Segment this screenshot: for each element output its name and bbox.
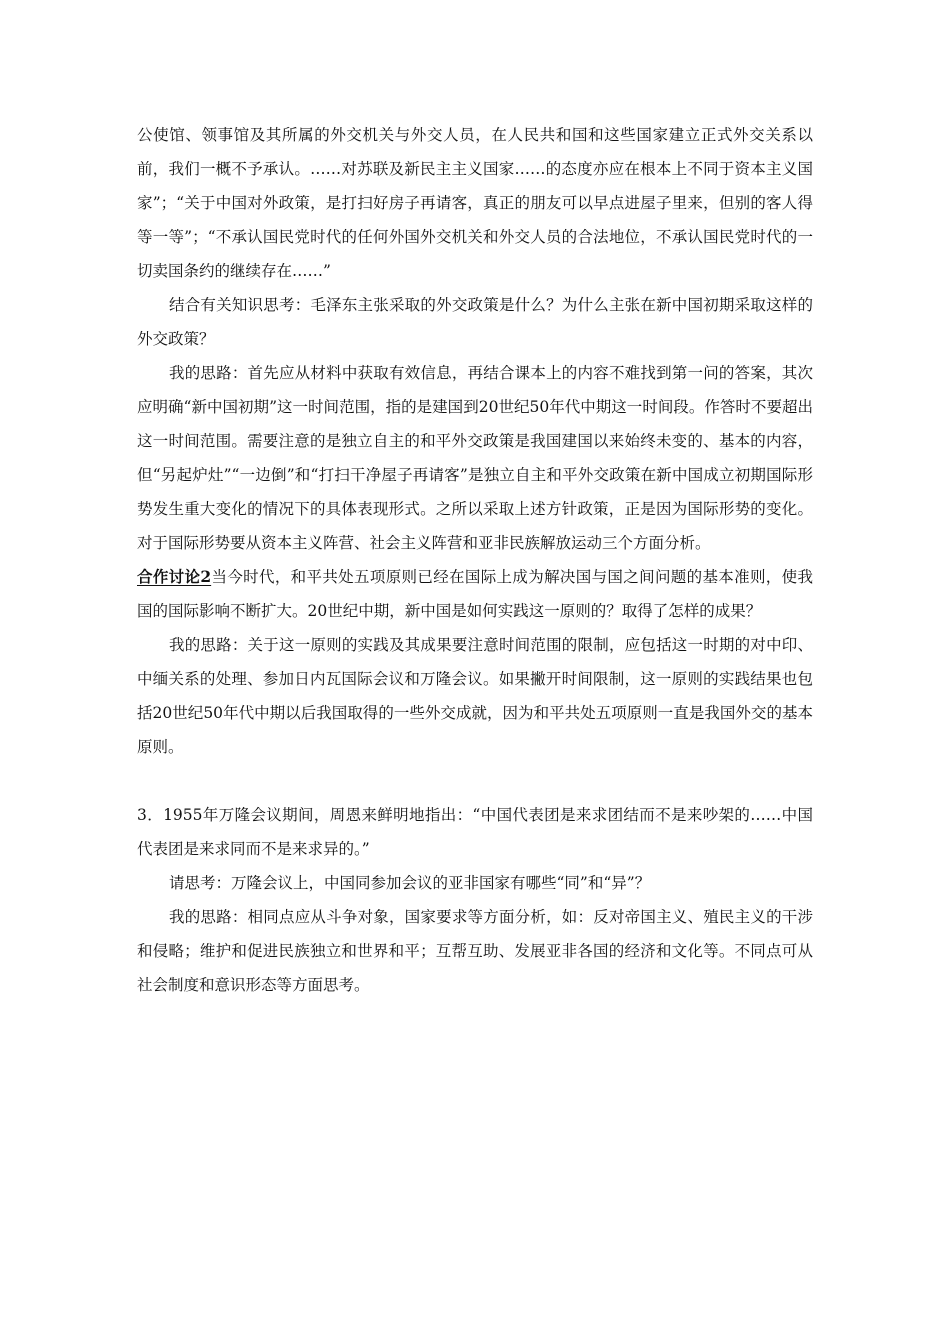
- document-body: [137, 118, 813, 1002]
- quote-paragraph: 公使馆、领事馆及其所属的外交机关与外交人员，在人民共和国和这些国家建立正式外交关系以前，我们一概不予承认。……对苏联及新民主主义国家……的态度亦应在根本上不同于资本主义国家”；“关于中国对外政策，是打扫好房子再请客，真正的朋友可以早点进屋子里来，但别的客人得等一等”；“不承认国民党时代的任何外国外交机关和外交人员的合法地位，不承认国民党时代的一切卖国条约的继续存在……”: [137, 126, 813, 280]
- item-3-paragraph: 3．1955年万隆会议期间，周恩来鲜明地指出：“中国代表团是来求团结而不是来吵架的……中国代表团是来求同而不是来求异的。”: [137, 806, 813, 858]
- question-paragraph: 结合有关知识思考：毛泽东主张采取的外交政策是什么？为什么主张在新中国初期采取这样的外交政策？: [137, 296, 813, 348]
- thinking-paragraph-3: 我的思路：相同点应从斗争对象，国家要求等方面分析，如：反对帝国主义、殖民主义的干涉和侵略；维护和促进民族独立和世界和平；互帮互助、发展亚非各国的经济和文化等。不同点可从社会制度和意识形态等方面思考。: [137, 908, 813, 994]
- discussion-text: 当今时代，和平共处五项原则已经在国际上成为解决国与国之间问题的基本准则，使我国的国际影响不断扩大。20世纪中期，新中国是如何实践这一原则的？取得了怎样的成果？: [137, 568, 813, 620]
- section-spacer: [137, 764, 813, 798]
- discussion-heading: 合作讨论2: [137, 567, 212, 586]
- discussion-paragraph: [137, 560, 813, 628]
- question-paragraph-3: 请思考：万隆会议上，中国同参加会议的亚非国家有哪些“同”和“异”？: [169, 874, 651, 892]
- thinking-paragraph: 我的思路：首先应从材料中获取有效信息，再结合课本上的内容不难找到第一问的答案，其次应明确“新中国初期”这一时间范围，指的是建国到20世纪50年代中期这一时间段。作答时不要超出这一时间范围。需要注意的是独立自主的和平外交政策是我国建国以来始终未变的、基本的内容，但“另起炉灶”“一边倒”和“打扫干净屋子再请客”是独立自主和平外交政策在新中国成立初期国际形势发生重大变化的情况下的具体表现形式。之所以采取上述方针政策，正是因为国际形势的变化。对于国际形势要从资本主义阵营、社会主义阵营和亚非民族解放运动三个方面分析。: [137, 364, 813, 552]
- thinking-paragraph-2: 我的思路：关于这一原则的实践及其成果要注意时间范围的限制，应包括这一时期的对中印、中缅关系的处理、参加日内瓦国际会议和万隆会议。如果撇开时间限制，这一原则的实践结果也包括20世纪50年代中期以后我国取得的一些外交成就，因为和平共处五项原则一直是我国外交的基本原则。: [137, 636, 813, 756]
